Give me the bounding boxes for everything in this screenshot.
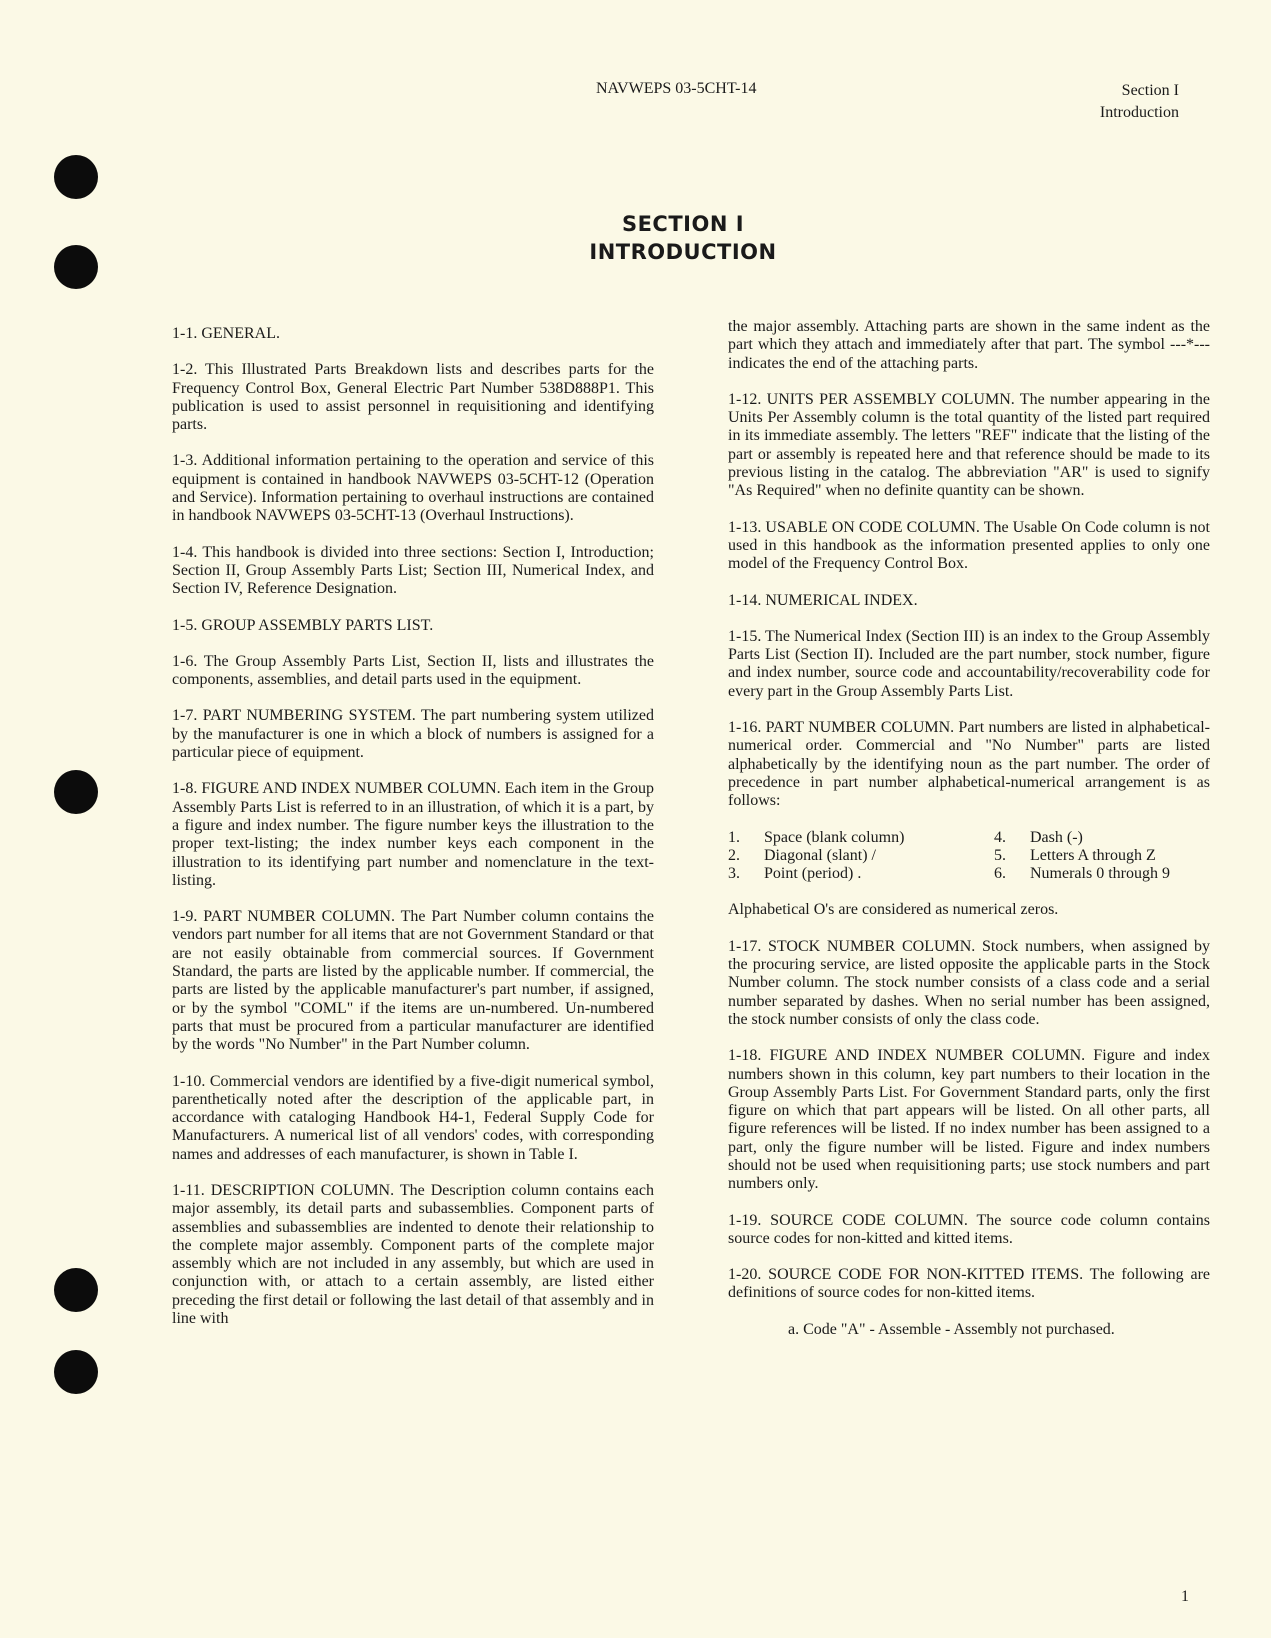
list-item: Letters A through Z [1030, 846, 1156, 864]
paragraph: 1-20. SOURCE CODE FOR NON-KITTED ITEMS. The following are definitions of source codes for non-kitted items. [728, 1266, 1210, 1302]
paragraph: 1-17. STOCK NUMBER COLUMN. Stock numbers, when assigned by the procuring service, are listed opposite the applicable parts in the Stock Number column. The stock number consists of a class code and a serial number separated by dashes. When no serial number has been assigned, the stock number consists of only the class code. [728, 937, 1210, 1028]
paragraph: 1-18. FIGURE AND INDEX NUMBER COLUMN. Figure and index numbers shown in this column, key part numbers to their location in the Group Assembly Parts List. For Government Standard parts, only the first figure on which that part appears will be listed. On all other parts, all figure references will be listed. If no index number has been assigned to a part, only the figure number will be listed. Figure and index numbers should not be used when requisitioning parts; use stock numbers and part numbers only. [728, 1047, 1210, 1193]
list-number: 4. [994, 828, 1006, 846]
paragraph: 1-19. SOURCE CODE COLUMN. The source code column contains source codes for non-kitted and kitted items. [728, 1211, 1210, 1247]
title-line-1: SECTION I [621, 212, 745, 236]
running-header [1100, 80, 1179, 124]
paragraph: 1-3. Additional information pertaining to the operation and service of this equipment is contained in handbook NAVWEPS 03-5CHT-12 (Operation and Service). Information pertaining to overhaul instructions are contained in handbook NAVWEPS 03-5CHT-13 (Overhaul Instructions). [172, 452, 654, 525]
paragraph: 1-12. UNITS PER ASSEMBLY COLUMN. The number appearing in the Units Per Assembly column is the total quantity of the listed part required in its immediate assembly. The letters "REF" indicate that the listing of the part or assembly is repeated here and that reference should be made to its previous listing in the catalog. The abbreviation "AR" is used to signify "As Required" when no definite quantity can be shown. [728, 390, 1210, 500]
list-number: 6. [994, 865, 1006, 883]
paragraph: 1-8. FIGURE AND INDEX NUMBER COLUMN. Each item in the Group Assembly Parts List is referred to in an illustration, of which it is a part, by a figure and index number. The figure number keys the illustration to the proper text-listing; the index number keys each component in the illustration to its identifying part number and nomenclature in the text-listing. [172, 780, 654, 889]
paragraph: 1-2. This Illustrated Parts Breakdown lists and describes parts for the Frequency Control Box, General Electric Part Number 538D888P1. This publication is used to assist personnel in requisitioning and identifying parts. [172, 361, 654, 434]
section-title-label: Introduction [1099, 104, 1179, 121]
title-line-2: INTRODUCTION [589, 240, 777, 264]
paragraph: 1-11. DESCRIPTION COLUMN. The Description column contains each major assembly, its detail parts and subassemblies. Component parts of assemblies and subassemblies are indented to denote their relationship to the complete major assembly. Component parts of the complete major assembly which are not included in any assembly, but which are used in conjunction with, or attach to a certain assembly, are listed either preceding the first detail or following the last detail of that assembly and in line with [172, 1181, 654, 1328]
paragraph: 1-16. PART NUMBER COLUMN. Part numbers are listed in alphabetical-numerical order. Commercial and "No Number" parts are listed alphabetically by the identifying noun as the part number. The order of precedence in part number alphabetical-numerical arrangement is as follows: [728, 719, 1210, 810]
left-column [172, 325, 654, 1346]
sub-item: a. Code "A" - Assemble - Assembly not purchased. [788, 1320, 1115, 1338]
paragraph: 1-4. This handbook is divided into three sections: Section I, Introduction; Section II, Group Assembly Parts List; Section III, Numerical Index, and Section IV, Reference Designation. [172, 543, 654, 598]
paragraph: 1-5. GROUP ASSEMBLY PARTS LIST. [172, 616, 434, 634]
punch-hole [54, 770, 98, 814]
paragraph: 1-14. NUMERICAL INDEX. [728, 591, 918, 609]
paragraph: 1-15. The Numerical Index (Section III) is an index to the Group Assembly Parts List (Section II). Included are the part number, stock number, figure and index number, source code and accountability/recoverability code for every part in the Group Assembly Parts List. [728, 627, 1210, 700]
precedence-list [728, 829, 1210, 884]
paragraph: the major assembly. Attaching parts are shown in the same indent as the part which they attach and immediately after that part. The symbol ---*--- indicates the end of the attaching parts. [728, 318, 1210, 372]
punch-hole [54, 1268, 98, 1312]
paragraph: 1-9. PART NUMBER COLUMN. The Part Number column contains the vendors part number for all items that are not Government Standard or that are not easily obtainable from commercial sources. If Government Standard, the parts are listed by the applicable number. If commercial, the parts are listed by the applicable manufacturer's part number, if assigned, or by the symbol "COML" if the items are un-numbered. Un-numbered parts that must be procured from a particular manufacturer are identified by the words "No Number" in the Part Number column. [172, 908, 654, 1054]
list-item: Point (period) . [764, 865, 862, 883]
paragraph: 1-6. The Group Assembly Parts List, Section II, lists and illustrates the components, assemblies, and detail parts used in the equipment. [172, 652, 654, 689]
paragraph: 1-7. PART NUMBERING SYSTEM. The part numbering system utilized by the manufacturer is one in which a block of numbers is assigned for a particular piece of equipment. [172, 707, 654, 762]
paragraph: Alphabetical O's are considered as numerical zeros. [728, 901, 1059, 919]
list-number: 3. [728, 865, 740, 883]
paragraph: 1-1. GENERAL. [172, 325, 280, 342]
list-item: Diagonal (slant) / [764, 846, 876, 864]
list-number: 2. [728, 846, 740, 864]
punch-hole [54, 155, 98, 199]
list-item: Numerals 0 through 9 [1030, 865, 1170, 883]
list-number: 5. [994, 846, 1006, 864]
page-title [0, 210, 1271, 266]
list-number: 1. [728, 828, 740, 846]
list-item: Dash (-) [1030, 828, 1083, 846]
right-column [728, 318, 1210, 1357]
paragraph: 1-13. USABLE ON CODE COLUMN. The Usable On Code column is not used in this handbook as the information presented applies to only one model of the Frequency Control Box. [728, 518, 1210, 573]
document-number: NAVWEPS 03-5CHT-14 [596, 80, 757, 97]
punch-hole [54, 1350, 98, 1394]
section-label: Section I [1121, 82, 1179, 99]
list-item: Space (blank column) [764, 828, 905, 846]
paragraph: 1-10. Commercial vendors are identified by a five-digit numerical symbol, parenthetically noted after the description of the applicable part, in accordance with cataloging Handbook H4-1, Federal Supply Code for Manufacturers. A numerical list of all vendors' codes, with corresponding names and addresses of each manufacturer, is shown in Table I. [172, 1072, 654, 1163]
page-number: 1 [1181, 1588, 1189, 1605]
